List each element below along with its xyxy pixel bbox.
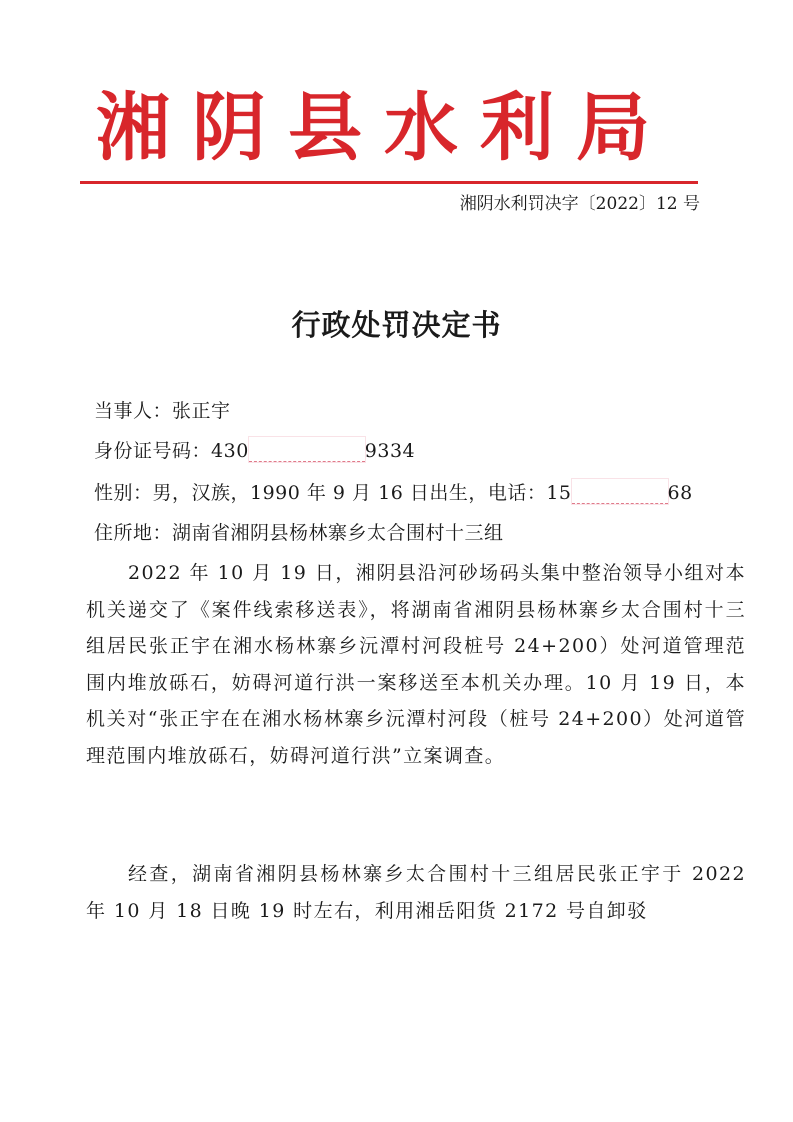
gender-birth-text: 性别：男，汉族，1990 年 9 月 16 日出生，电话： <box>94 482 547 504</box>
phone-suffix: 68 <box>667 482 693 504</box>
gender-birth-phone-line <box>94 478 693 505</box>
party-name-line <box>94 396 231 423</box>
phone-prefix: 15 <box>546 482 572 504</box>
phone-redaction <box>572 479 668 504</box>
id-number-prefix: 430 <box>211 440 249 462</box>
id-number-redaction <box>249 437 365 462</box>
body-paragraph-1: 2022 年 10 月 19 日，湘阴县沿河砂场码头集中整治领导小组对本机关递交了《案件线索移送表》，将湖南省湘阴县杨林寨乡太合围村十三组居民张正宇在湘水杨林寨乡沅潭村河段桩号 24+200）处河道管理范围内堆放砾石，妨碍河道行洪一案移送至本机关办理。10 月 19 日，本机关对“张正宇在在湘水杨林寨乡沅潭村河段（桩号 24+200）处河道管理范围内堆放砾石，妨碍河道行洪”立案调查。 <box>86 562 746 767</box>
address-label: 住所地： <box>94 522 173 544</box>
id-number-suffix: 9334 <box>364 440 416 462</box>
party-name-value: 张正宇 <box>172 400 231 422</box>
document-number: 湘阴水利罚决字〔2022〕12 号 <box>459 194 700 214</box>
document-title: 行政处罚决定书 <box>291 308 502 342</box>
header-red-rule <box>80 181 698 184</box>
id-number-label: 身份证号码： <box>94 440 212 462</box>
agency-header-title: 湘阴县水利局 <box>96 85 672 171</box>
body-paragraph-2: 经查，湖南省湘阴县杨林寨乡太合围村十三组居民张正宇于 2022 年 10 月 18 日晚 19 时左右，利用湘岳阳货 2172 号自卸驳 <box>86 863 746 922</box>
address-line <box>94 518 504 545</box>
address-value: 湖南省湘阴县杨林寨乡太合围村十三组 <box>172 522 504 544</box>
party-name-label: 当事人： <box>94 400 173 422</box>
id-number-line <box>94 436 415 463</box>
